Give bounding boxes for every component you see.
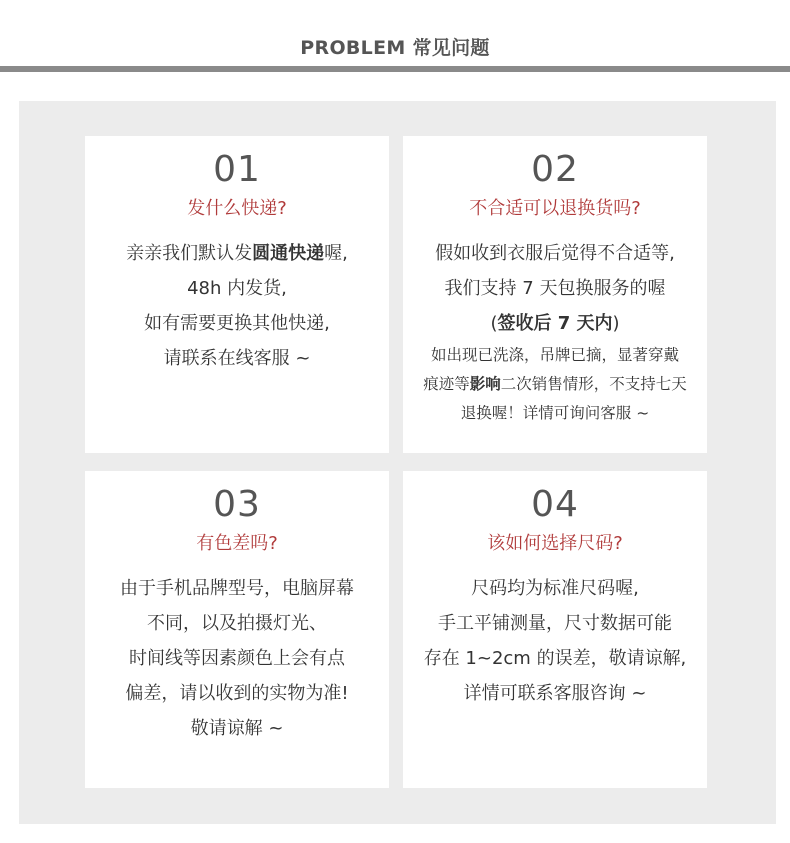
faq-answer bbox=[85, 571, 389, 746]
faq-answer bbox=[403, 571, 707, 711]
answer-text: ) bbox=[612, 313, 620, 334]
answer-line: 手工平铺测量，尺寸数据可能 bbox=[438, 613, 672, 634]
faq-card-shipping bbox=[85, 136, 389, 453]
answer-text: 痕迹等 bbox=[423, 375, 470, 393]
answer-line: 请联系在线客服 ~ bbox=[163, 348, 311, 369]
answer-text: 亲亲我们默认发 bbox=[126, 243, 253, 264]
faq-answer bbox=[85, 236, 389, 376]
answer-line bbox=[85, 236, 389, 271]
answer-line: 如有需要更换其他快递, bbox=[144, 313, 330, 334]
answer-line: 48h 内发货, bbox=[187, 278, 287, 299]
section-title: PROBLEM 常见问题 bbox=[300, 37, 490, 59]
section-header bbox=[0, 0, 790, 74]
answer-line: 退换喔！详情可询问客服 ~ bbox=[460, 404, 650, 422]
answer-line: 如出现已洗涤，吊牌已摘，显著穿戴 bbox=[430, 346, 679, 364]
faq-number: 03 bbox=[213, 484, 261, 525]
faq-panel bbox=[19, 101, 776, 824]
answer-line: 假如收到衣服后觉得不合适等, bbox=[435, 243, 675, 264]
faq-question: 不合适可以退换货吗? bbox=[469, 198, 641, 219]
answer-emphasis: 圆通快递 bbox=[252, 243, 325, 264]
faq-card-returns bbox=[403, 136, 707, 453]
header-divider bbox=[0, 66, 790, 72]
answer-line: 我们支持 7 天包换服务的喔 bbox=[444, 278, 666, 299]
answer-text: ( bbox=[490, 313, 498, 334]
faq-answer bbox=[403, 236, 707, 428]
answer-emphasis: 签收后 7 天内 bbox=[497, 313, 613, 334]
answer-line bbox=[403, 370, 707, 399]
answer-line: 时间线等因素颜色上会有点 bbox=[129, 648, 345, 669]
answer-line: 存在 1~2cm 的误差，敬请谅解, bbox=[423, 648, 687, 669]
faq-number: 04 bbox=[531, 484, 579, 525]
answer-text: 喔, bbox=[324, 243, 348, 264]
faq-card-sizing bbox=[403, 471, 707, 788]
faq-number: 01 bbox=[213, 149, 261, 190]
answer-line: 偏差，请以收到的实物为准! bbox=[125, 683, 349, 704]
answer-line: 详情可联系客服咨询 ~ bbox=[463, 683, 647, 704]
faq-question: 该如何选择尺码? bbox=[487, 533, 623, 554]
faq-number: 02 bbox=[531, 149, 579, 190]
answer-text: 二次销售情形，不支持七天 bbox=[500, 375, 687, 393]
answer-emphasis: 影响 bbox=[469, 375, 501, 393]
faq-card-color bbox=[85, 471, 389, 788]
answer-line: 尺码均为标准尺码喔, bbox=[471, 578, 639, 599]
faq-question: 有色差吗? bbox=[196, 533, 278, 554]
answer-line: 由于手机品牌型号，电脑屏幕 bbox=[120, 578, 354, 599]
answer-line: 敬请谅解 ~ bbox=[190, 718, 284, 739]
faq-question: 发什么快递? bbox=[187, 198, 287, 219]
answer-line: 不同，以及拍摄灯光、 bbox=[147, 613, 327, 634]
answer-line bbox=[403, 306, 707, 341]
